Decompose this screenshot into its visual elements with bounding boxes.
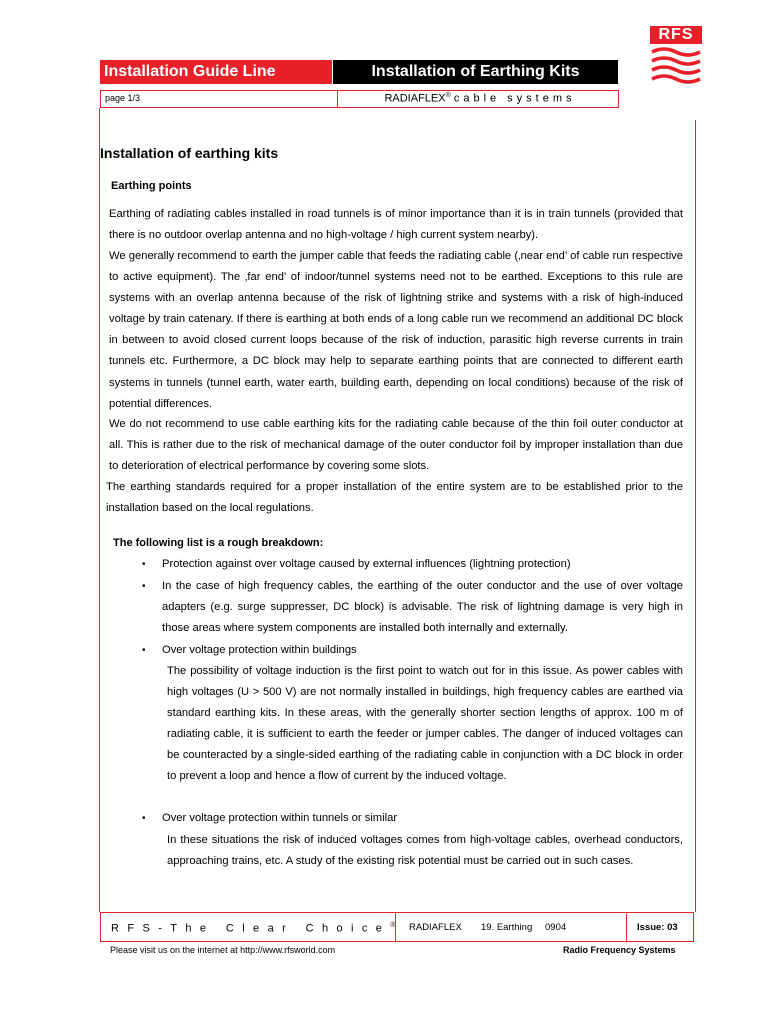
paragraph-2: We generally recommend to earth the jumper cable that feeds the radiating cable (‚near end’ of cable run respective to active equipment). The ‚far end’ of indoor/tunnel systems need not to be earthed. Exceptions to this rule are systems with an overlap antenna because of the risk of lightning strike and systems with a risk of high-induced voltage by train catenary. If there is earthing at both ends of a long cable run we recommend an additional DC block in between to avoid closed current loops because of the risk of induction, parasitic high reverse currents in train tunnels etc. Furthermore, a DC block may help to separate earthing points that are connected to different earth systems in tunnels (tunnel earth, water earth, building earth, depending on local conditions) because of the risk of potential differences. [109, 250, 683, 410]
brand-mark: ® [445, 92, 451, 99]
footer-section: 19. Earthing [481, 922, 533, 933]
brand-suffix: cable systems [453, 92, 576, 105]
footer-slogan [111, 922, 395, 935]
brand-line [345, 92, 615, 105]
header-subrow [100, 90, 619, 108]
header-doc-title: Installation of Earthing Kits [333, 60, 618, 84]
slogan-mark: ® [390, 922, 396, 929]
document-title: Installation of earthing kits [100, 145, 279, 161]
rfs-logo-text: RFS [650, 26, 702, 44]
bullet-item: Over voltage protection within buildings [162, 644, 357, 656]
bullet-symbol: • [142, 645, 146, 656]
section-heading: Earthing points [111, 180, 192, 192]
list-heading: The following list is a rough breakdown: [113, 537, 324, 549]
frame-left-line [99, 108, 100, 912]
bullet-symbol: • [142, 581, 146, 592]
website-notice: Please visit us on the internet at http://www.rfsworld.com [110, 945, 336, 955]
footer-divider [395, 913, 396, 941]
frame-right-line [695, 120, 696, 912]
rfs-logo-waves-icon [650, 26, 702, 92]
paragraph-4: The earthing standards required for a proper installation of the entire system are to be established prior to the installation based on the local regulations. [106, 481, 683, 515]
bullet-detail-buildings: The possibility of voltage induction is the first point to watch out for in this issue. As power cables with high voltages (U > 500 V) are not normally installed in buildings, high frequency cables are earthed via standard earthing kits. In these areas, with the generally shorter section lengths of approx. 100 m of radiating cable, it is sufficient to earth the feeder or jumper cables. The danger of induced voltages can be counteracted by a single-sided earthing of the radiating cable in conjunction with a DC block in order to prevent a loop and hence a flow of current by the induced voltage. [167, 665, 683, 783]
header-guide-title: Installation Guide Line [100, 60, 332, 84]
company-name: Radio Frequency Systems [563, 945, 676, 955]
footer-issue: Issue: 03 [637, 922, 678, 933]
footer-divider [626, 913, 627, 941]
rfs-logo [650, 26, 702, 92]
paragraph-1: Earthing of radiating cables installed in road tunnels is of minor importance than it is in train tunnels (provided that there is no outdoor overlap antenna and no high-voltage / high current system nearby). [109, 208, 683, 242]
bullet-item: Protection against over voltage caused by external influences (lightning protection) [162, 558, 571, 570]
bullet-symbol: • [142, 559, 146, 570]
footer-product: RADIAFLEX [409, 922, 462, 933]
bullet-detail-tunnels: In these situations the risk of induced voltages comes from high-voltage cables, overhead conductors, approaching trains, etc. A study of the existing risk potential must be carried out in such cases. [167, 834, 683, 868]
bullet-symbol: • [142, 813, 146, 824]
footer-box [100, 912, 694, 942]
slogan-text: RFS-The Clear Choice [111, 922, 391, 935]
page-number: page 1/3 [105, 93, 141, 103]
bullet-item: Over voltage protection within tunnels or similar [162, 812, 398, 824]
footer-code: 0904 [545, 922, 567, 933]
subrow-divider [337, 91, 338, 107]
paragraph-3: We do not recommend to use cable earthing kits for the radiating cable because of the thin foil outer conductor at all. This is rather due to the risk of mechanical damage of the outer conductor foil by improper installation than due to deterioration of electrical performance by covering some slots. [109, 418, 683, 473]
bullet-item: In the case of high frequency cables, the earthing of the outer conductor and the use of over voltage adapters (e.g. surge suppresser, DC block) is advisable. The risk of lightning damage is very high in those areas where system components are installed both internally and externally. [162, 580, 683, 635]
brand-name: RADIAFLEX [384, 92, 446, 105]
